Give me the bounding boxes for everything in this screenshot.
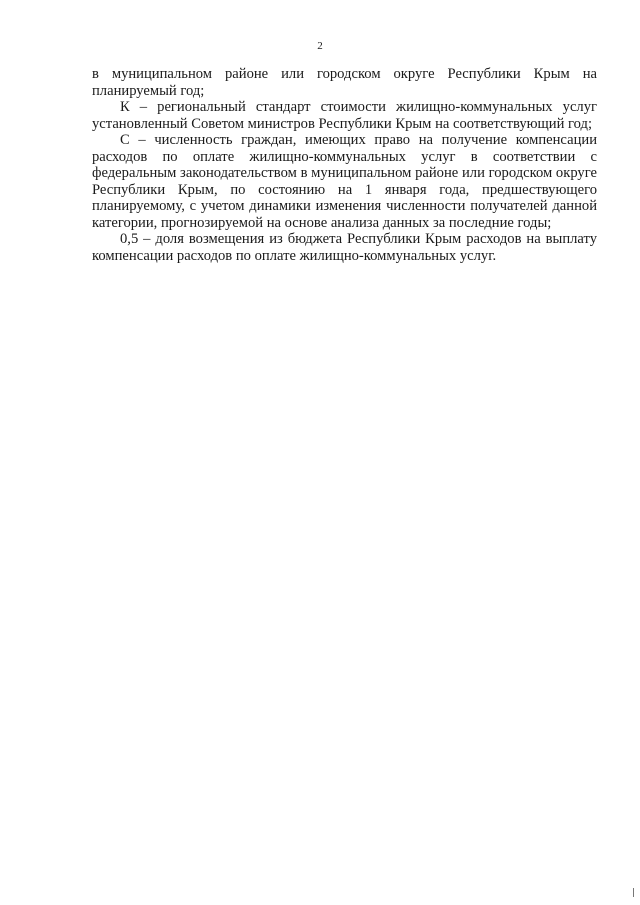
- page-number: 2: [317, 40, 323, 52]
- document-body: [92, 66, 597, 264]
- paragraph-coefficient-definition: 0,5 – доля возмещения из бюджета Республики Крым расходов на выплату компенсации расходов по оплате жилищно-коммунальных услуг.: [92, 231, 597, 264]
- paragraph-continuation: в муниципальном районе или городском округе Республики Крым на планируемый год;: [92, 66, 597, 99]
- paragraph-c-definition: С – численность граждан, имеющих право на получение компенсации расходов по оплате жилищно-коммунальных услуг в соответствии с федеральным законодательством в муниципальном районе или городском округе Республики Крым, по состоянию на 1 января года, предшествующего планируемому, с учетом динамики изменения численности получателей данной категории, прогнозируемой на основе анализа данных за последние годы;: [92, 132, 597, 231]
- paragraph-k-definition: К – региональный стандарт стоимости жилищно-коммунальных услуг установленный Советом министров Республики Крым на соответствующий год;: [92, 99, 597, 132]
- scan-edge-mark: [633, 888, 634, 897]
